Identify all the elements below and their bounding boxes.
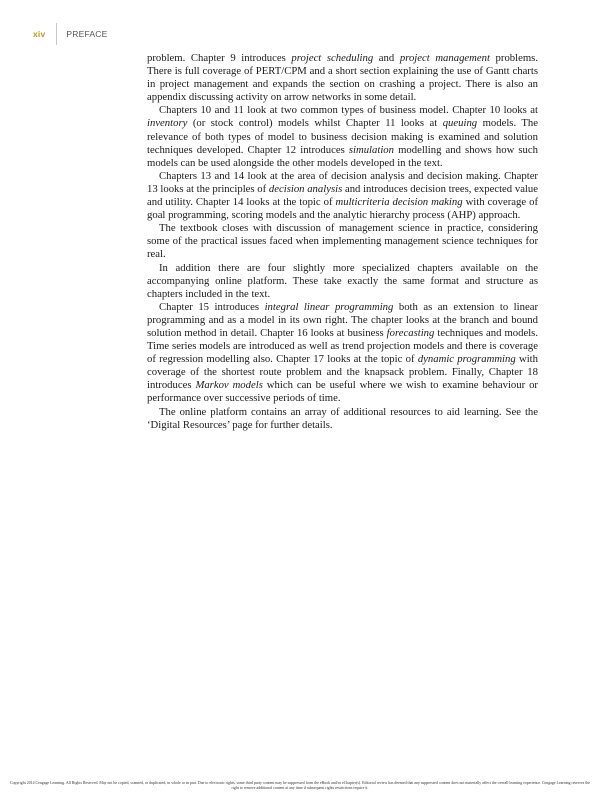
body-text: [147, 52, 538, 432]
emphasized-term: dynamic programming: [417, 353, 516, 366]
emphasized-term: queuing: [442, 117, 478, 130]
emphasized-term: inventory: [147, 117, 188, 130]
emphasized-term: project scheduling: [291, 52, 374, 64]
header-divider: [56, 23, 57, 45]
text-run: Chapter 15 introduces: [159, 300, 265, 313]
running-head: PREFACE: [66, 29, 108, 39]
text-run: and: [373, 52, 400, 64]
copyright-notice: Copyright 2014 Cengage Learning. All Rights Reserved. May not be copied, scanned, or duplicated, in whole or in part. Due to electronic rights, some third party content may be suppressed from the eBook and/or eChapter(s). Editorial review has deemed that any suppressed content does not materially affect the overall learning experience. Cengage Learning reserves the right to remove additional content at any time if subsequent rights restrictions require it.: [10, 781, 590, 790]
text-run: problem. Chapter 9 introduces: [147, 52, 292, 64]
paragraph: [147, 262, 538, 301]
text-run: Chapters 13 and 14 look at the area of decision analysis and decision making. Chapter 13 looks at the principles of: [147, 169, 538, 195]
paragraph: [147, 104, 538, 169]
emphasized-term: project management: [399, 52, 490, 64]
paragraph: [147, 406, 538, 432]
paragraph: [147, 170, 538, 222]
page-number: xiv: [33, 29, 46, 39]
emphasized-term: multicriteria decision making: [335, 196, 463, 209]
text-run: (or stock control) models whilst Chapter 11 looks at: [187, 117, 443, 130]
text-run: both as an extension to linear programming and as a model in its own right. The chapter looks at the branch and bound solution method in detail. Chapter 16 looks at business: [147, 300, 539, 339]
paragraph: [147, 222, 538, 261]
text-run: problems. There is full coverage of PERT/CPM and a short section explaining the use of Gantt charts in project management and expands the section on crashing a project. There is also an appendix discussing activity on arrow networks in some detail.: [147, 52, 538, 104]
text-run: and introduces decision trees, expected value and utility. Chapter 14 looks at the topic of: [147, 182, 538, 209]
text-run: which can be useful where we wish to examine behaviour or performance over successive periods of time.: [147, 379, 538, 405]
text-run: techniques and models. Time series models are introduced as well as trend projection models and there is coverage of regression modelling also. Chapter 17 looks at the topic of: [147, 326, 538, 366]
text-run: The online platform contains an array of additional resources to aid learning. See the ‘Digital Resources’ page for further details.: [147, 405, 538, 431]
text-run: with coverage of the shortest route problem and the knapsack problem. Finally, Chapter 18 introduces: [147, 353, 538, 392]
paragraph: [147, 52, 538, 104]
emphasized-term: simulation: [348, 143, 394, 156]
emphasized-term: forecasting: [386, 326, 435, 339]
text-run: modelling and shows how such models can be used alongside the other models developed in the text.: [147, 143, 538, 169]
text-run: In addition there are four slightly more specialized chapters available on the accompanying online platform. These take exactly the same format and structure as chapters included in the text.: [147, 261, 538, 300]
text-run: The textbook closes with discussion of management science in practice, considering some of the practical issues faced when implementing management science techniques for real.: [147, 222, 538, 261]
emphasized-term: integral linear programming: [264, 300, 394, 313]
text-run: Chapters 10 and 11 look at two common types of business model. Chapter 10 looks at: [159, 104, 538, 117]
paragraph: [147, 301, 538, 406]
text-run: with coverage of goal programming, scoring models and the analytic hierarchy process (AHP) approach.: [147, 196, 539, 222]
text-run: models. The relevance of both types of model to business decision making is examined and solution techniques developed. Chapter 12 introduces: [147, 117, 539, 156]
emphasized-term: Markov models: [195, 379, 263, 392]
emphasized-term: decision analysis: [268, 182, 343, 195]
page-header: [33, 23, 108, 45]
